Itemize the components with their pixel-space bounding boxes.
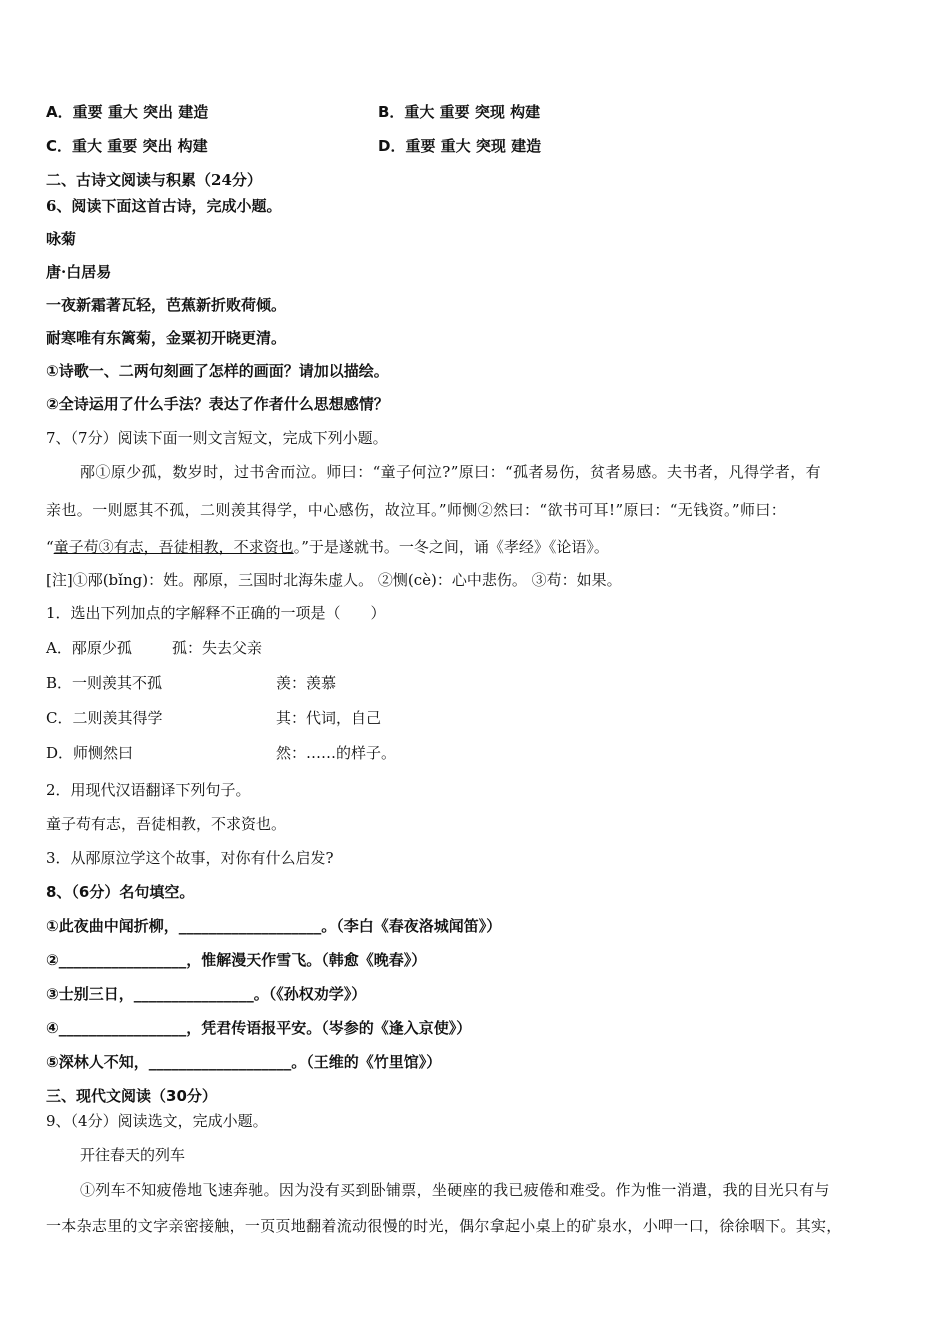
q7-option-c — [46, 708, 382, 728]
q7-option-b — [46, 673, 337, 693]
q5-option-b: B．重大 重要 突现 构建 — [378, 103, 541, 121]
option-phrase: D．师恻然曰 — [46, 744, 134, 762]
q9-intro: 9、（4分）阅读选文，完成小题。 — [46, 1112, 268, 1130]
poem-author: 唐·白居易 — [46, 263, 112, 281]
section3-title: 三、现代文阅读（30分） — [46, 1087, 217, 1105]
option-gloss: 羡：羡慕 — [276, 674, 337, 692]
q8-intro: 8、（6分）名句填空。 — [46, 883, 195, 901]
q5-option-d: D．重要 重大 突现 建造 — [378, 137, 542, 155]
poem-line-1: 一夜新霜著瓦轻，芭蕉新折败荷倾。 — [46, 296, 287, 314]
q7-option-a — [46, 638, 263, 658]
q7-translate-sentence: 童子苟有志，吾徒相教，不求资也。 — [46, 815, 287, 833]
q6-intro: 6、阅读下面这首古诗，完成小题。 — [46, 197, 282, 215]
poem-title: 咏菊 — [46, 230, 77, 248]
article-line-2: 一本杂志里的文字亲密接触，一页页地翻着流动很慢的时光，偶尔拿起小桌上的矿泉水，小呷一口，徐徐咽下。其实， — [46, 1217, 842, 1235]
q7-passage-line-2: 亲也。一则愿其不孤，二则羡其得学，中心感伤，故泣耳。”师恻②然曰：“欲书可耳!”原曰：“无钱资。”师曰： — [46, 501, 787, 519]
q8-item-1: ①此夜曲中闻折柳，___________________。（李白《春夜洛城闻笛》） — [46, 917, 502, 935]
option-gloss: 然：……的样子。 — [276, 744, 397, 762]
article-title: 开往春天的列车 — [80, 1146, 186, 1164]
q5-option-a: A．重要 重大 突出 建造 — [46, 103, 209, 121]
q7-note: [注]①邴(bǐng)：姓。邴原，三国时北海朱虚人。 ②恻(cè)：心中悲伤。 ③苟：如果。 — [46, 571, 622, 589]
passage-rest: 。”于是遂就书。一冬之间，诵《孝经》《论语》。 — [293, 538, 609, 556]
underlined-sentence: 童子苟③有志，吾徒相教，不求资也 — [53, 538, 294, 556]
option-gloss: 孤：失去父亲 — [172, 639, 263, 657]
q7-passage-line-3 — [46, 537, 609, 557]
poem-line-2: 耐寒唯有东篱菊，金粟初开晓更清。 — [46, 329, 287, 347]
q5-option-c: C．重大 重要 突出 构建 — [46, 137, 208, 155]
q6-sub-question-1: ①诗歌一、二两句刻画了怎样的画面？请加以描绘。 — [46, 362, 389, 380]
q7-sub-question-3: 3．从邴原泣学这个故事，对你有什么启发? — [46, 849, 334, 867]
q8-item-3: ③士别三日，________________。（《孙权劝学》） — [46, 985, 367, 1003]
q7-sub-question-1: 1．选出下列加点的字解释不正确的一项是（ ） — [46, 604, 386, 622]
q6-sub-question-2: ②全诗运用了什么手法？表达了作者什么思想感情？ — [46, 395, 389, 413]
q7-option-d — [46, 743, 397, 763]
option-gloss: 其：代词，自己 — [276, 709, 382, 727]
option-phrase: C．二则羡其得学 — [46, 709, 163, 727]
q8-item-2: ②_________________，惟解漫天作雪飞。（韩愈《晚春》） — [46, 951, 427, 969]
option-phrase: B．一则羡其不孤 — [46, 674, 163, 692]
q8-item-4: ④_________________，凭君传语报平安。（岑参的《逢入京使》） — [46, 1019, 472, 1037]
q7-intro: 7、（7分）阅读下面一则文言短文，完成下列小题。 — [46, 429, 388, 447]
open-quote: “ — [46, 538, 54, 556]
option-phrase: A．邴原少孤 — [46, 639, 132, 657]
q7-sub-question-2: 2．用现代汉语翻译下列句子。 — [46, 781, 251, 799]
article-line-1: ①列车不知疲倦地飞速奔驰。因为没有买到卧铺票，坐硬座的我已疲倦和难受。作为惟一消遣，我的目光只有与 — [80, 1181, 830, 1199]
q7-passage-line-1: 邴①原少孤，数岁时，过书舍而泣。师曰：“童子何泣?”原曰：“孤者易伤，贫者易感。夫书者，凡得学者，有 — [80, 463, 822, 481]
section2-title: 二、古诗文阅读与积累（24分） — [46, 171, 262, 189]
q8-item-5: ⑤深林人不知，___________________。（王维的《竹里馆》） — [46, 1053, 442, 1071]
